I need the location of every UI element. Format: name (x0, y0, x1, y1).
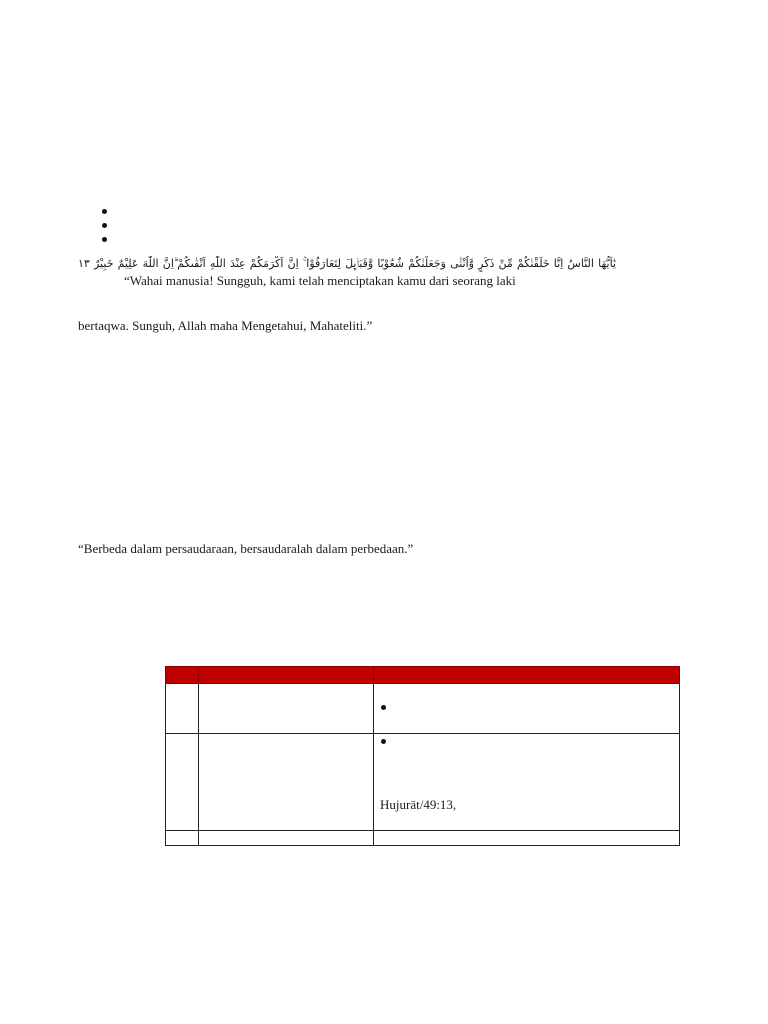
table-cell (166, 831, 199, 846)
cell-bullet-list (374, 684, 679, 733)
verse-translation-closing: bertaqwa. Sunguh, Allah maha Mengetahui, Mahateliti.” (78, 318, 373, 333)
table-row (166, 831, 680, 846)
motto-quote: “Berbeda dalam persaudaraan, bersaudaralah dalam perbedaan.” (78, 541, 414, 556)
content-table (165, 666, 680, 846)
table-cell (199, 831, 374, 846)
table-cell (374, 734, 680, 831)
bullet-icon (102, 209, 107, 214)
bullet-icon (381, 705, 386, 710)
table-cell (199, 734, 374, 831)
table-header-row (166, 667, 680, 684)
bullet-icon (102, 237, 107, 242)
table-header-cell (199, 667, 374, 684)
quran-verse-arabic: يٰٓاَيُّهَا النَّاسُ اِنَّا خَلَقْنٰكُمْ مِّنْ ذَكَرٍ وَّاُنْثٰى وَجَعَلْنٰكُمْ شُعُوْبًا وَّقَبَاۤىِٕلَ لِتَعَارَفُوْا ۚ اِنَّ اَكْرَمَكُمْ عِنْدَ اللّٰهِ اَتْقٰىكُمْ ۗاِنَّ اللّٰهَ عَلِيْمٌ خَبِيْرٌ ١٣ (78, 257, 616, 270)
table-cell (166, 734, 199, 831)
table-row (166, 684, 680, 734)
table-cell (374, 684, 680, 734)
table-cell (166, 684, 199, 734)
table-header-cell (166, 667, 199, 684)
verse-translation-opening: “Wahai manusia! Sungguh, kami telah menciptakan kamu dari seorang laki (124, 273, 516, 288)
bullet-icon (102, 223, 107, 228)
table-header-cell (374, 667, 680, 684)
table-cell (199, 684, 374, 734)
table-row (166, 734, 680, 831)
table-cell (374, 831, 680, 846)
verse-reference: Hujurāt/49:13, (380, 797, 457, 812)
